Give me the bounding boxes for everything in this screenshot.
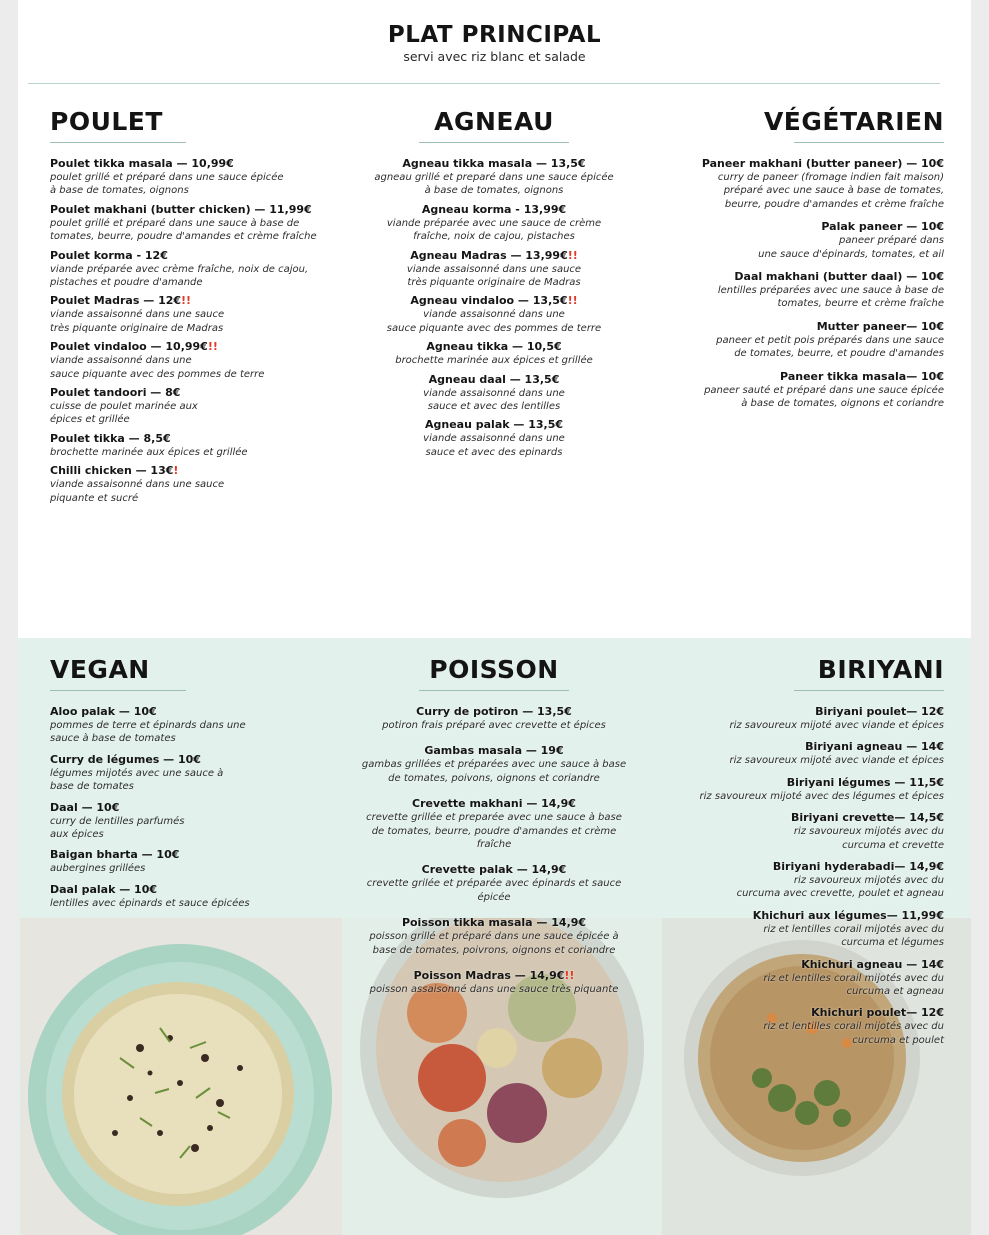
menu-item — [638, 740, 944, 767]
menu-item — [336, 340, 652, 367]
menu-item — [336, 294, 652, 335]
menu-item-name — [50, 203, 340, 217]
item-list — [50, 157, 340, 505]
spicy-marker: !! — [181, 294, 192, 308]
section-title: BIRIYANI — [817, 655, 944, 684]
menu-item — [336, 744, 652, 785]
menu-item — [50, 249, 340, 290]
section-title: AGNEAU — [434, 107, 554, 136]
menu-item-name — [336, 157, 652, 171]
menu-item-description: aubergines grillées — [50, 863, 146, 875]
spicy-marker: ! — [173, 464, 179, 478]
menu-item-name — [336, 916, 652, 930]
section-title: POULET — [50, 107, 163, 136]
menu-item-name-text: Poulet makhani (butter chicken) — 11,99€ — [50, 202, 312, 216]
menu-item-description: lentilles avec épinards et sauce épicées — [50, 897, 250, 909]
menu-item-name — [638, 270, 944, 284]
menu-item-name-text: Baigan bharta — 10€ — [50, 848, 180, 862]
menu-item-description: cuisse de poulet marinée aux épices et grillée — [50, 401, 198, 426]
menu-item-name-text: Crevette makhani — 14,9€ — [412, 797, 576, 811]
menu-item-name — [50, 705, 340, 719]
item-list — [638, 157, 944, 410]
menu-item-name-text: Crevette palak — 14,9€ — [421, 863, 567, 877]
spicy-marker: !! — [564, 969, 575, 983]
menu-item-description: paneer préparé dans une sauce d'épinards, tomates, et ail — [758, 235, 944, 260]
menu-item-name-text: Aloo palak — 10€ — [50, 705, 157, 718]
menu-item-description: poulet grillé et préparé dans une sauce épicée à base de tomates, oignons — [50, 172, 284, 197]
menu-item — [638, 860, 944, 901]
section-poisson — [336, 655, 652, 1008]
menu-item-description: crevette grilée et préparée avec épinards et sauce épicée — [366, 878, 622, 903]
menu-item-name-text: Daal makhani (butter daal) — 10€ — [734, 270, 944, 284]
menu-item-name-text: Biriyani agneau — 14€ — [805, 740, 944, 754]
menu-item-description: pommes de terre et épinards dans une sauce à base de tomates — [50, 720, 246, 745]
menu-item-description: potiron frais préparé avec crevette et épices — [382, 720, 606, 731]
page-subtitle: servi avec riz blanc et salade — [403, 49, 586, 64]
menu-item-name-text: Curry de légumes — 10€ — [50, 752, 201, 766]
menu-item-name — [336, 797, 652, 811]
menu-item-name — [638, 157, 944, 171]
menu-item-name-text: Daal palak — 10€ — [50, 882, 158, 896]
menu-item-name-text: Khichuri aux légumes— 11,99€ — [752, 908, 944, 922]
page-title: PLAT PRINCIPAL — [387, 22, 602, 48]
menu-item-name — [50, 883, 340, 897]
menu-item — [638, 1006, 944, 1047]
menu-item-name — [50, 340, 340, 354]
menu-item-name — [336, 373, 652, 387]
menu-item-name — [638, 860, 944, 874]
menu-item-name — [50, 464, 340, 478]
menu-item — [336, 863, 652, 904]
menu-item-name — [50, 432, 340, 446]
menu-item-description: viande assaisonné dans une sauce et avec des lentilles — [423, 387, 565, 413]
section-divider — [50, 690, 186, 691]
menu-item-name — [638, 705, 944, 719]
menu-item — [50, 432, 340, 459]
menu-item-name — [336, 203, 652, 217]
menu-item-description: riz et lentilles corail mijotés avec du curcuma et agneau — [763, 972, 944, 998]
menu-item — [50, 801, 340, 842]
menu-item-description: légumes mijotés avec une sauce à base de tomates — [50, 767, 224, 793]
menu-item — [336, 797, 652, 851]
menu-item-name — [336, 294, 652, 308]
menu-item-name-text: Palak paneer — 10€ — [821, 220, 944, 234]
header-divider — [28, 83, 940, 84]
menu-item-description: brochette marinée aux épices et grillée — [50, 446, 248, 458]
menu-item — [50, 340, 340, 381]
menu-item-description: riz savoureux mijotés avec du curcuma et crevette — [793, 826, 944, 851]
menu-item-name — [336, 249, 652, 263]
section-divider — [419, 690, 569, 691]
menu-item — [638, 320, 944, 361]
menu-item-name-text: Agneau Madras — 13,99€ — [410, 248, 568, 262]
menu-item-name — [336, 705, 652, 719]
menu-item-name-text: Poulet tandoori — 8€ — [50, 386, 181, 400]
menu-item-description: viande assaisonné dans une sauce très piquante originaire de Madras — [406, 263, 582, 289]
menu-item-description: viande préparée avec une sauce de crème fraîche, noix de cajou, pistaches — [386, 217, 602, 243]
menu-item-name-text: Poisson tikka masala — 14,9€ — [401, 916, 587, 930]
spicy-marker: !! — [567, 294, 578, 308]
menu-item — [50, 464, 340, 505]
section-title: VÉGÉTARIEN — [763, 107, 944, 136]
item-list — [638, 705, 944, 1047]
menu-item — [50, 705, 340, 746]
menu-item — [336, 373, 652, 414]
menu-item — [336, 969, 652, 996]
item-list — [336, 157, 652, 459]
menu-item-name-text: Daal — 10€ — [50, 800, 120, 814]
menu-item-name — [638, 370, 944, 384]
menu-item-description: viande assaisonné dans une sauce et avec des epinards — [423, 433, 565, 458]
menu-item-description: lentilles préparées avec une sauce à base de tomates, beurre et crème fraîche — [717, 285, 944, 310]
menu-item-name — [638, 776, 944, 790]
section-vegan — [50, 655, 340, 917]
menu-item-name — [336, 418, 652, 432]
menu-item — [638, 811, 944, 852]
menu-item-name-text: Poulet tikka — 8,5€ — [50, 431, 171, 445]
section-title: VEGAN — [50, 655, 150, 684]
menu-item-name-text: Poisson Madras — 14,9€ — [413, 969, 565, 983]
menu-item-name — [50, 386, 340, 400]
menu-item — [638, 776, 944, 803]
menu-item — [50, 203, 340, 244]
menu-item-name-text: Gambas masala — 19€ — [424, 744, 564, 758]
menu-item-name-text: Agneau tikka masala — 13,5€ — [402, 157, 586, 170]
menu-item-description: curry de lentilles parfumés aux épices — [50, 815, 185, 841]
section-divider — [794, 142, 944, 143]
menu-item-description: gambas grillées et préparées avec une sauce à base de tomates, poivons, oignons et coriandre — [361, 759, 627, 784]
section-agneau — [336, 107, 652, 464]
section-divider — [50, 142, 186, 143]
menu-item-name — [336, 744, 652, 758]
menu-item-name — [638, 320, 944, 334]
spicy-marker: !! — [567, 248, 578, 262]
menu-item — [336, 418, 652, 459]
menu-item — [50, 883, 340, 910]
menu-item-description: viande préparée avec crème fraîche, noix de cajou, pistaches et poudre d'amande — [50, 263, 309, 289]
vegan-dish-photo — [20, 918, 342, 1235]
menu-item-name-text: Mutter paneer— 10€ — [816, 319, 944, 333]
menu-item-name-text: Chilli chicken — 13€ — [50, 464, 174, 478]
menu-item — [50, 157, 340, 198]
menu-item — [336, 916, 652, 957]
menu-item — [50, 848, 340, 875]
menu-item-name-text: Biriyani légumes — 11,5€ — [786, 775, 944, 789]
menu-item-description: viande assaisonné dans une sauce piquante avec des pommes de terre — [50, 355, 265, 380]
menu-item-name — [50, 848, 340, 862]
menu-item-name-text: Poulet Madras — 12€ — [50, 294, 182, 308]
menu-item-name-text: Biriyani poulet— 12€ — [815, 705, 944, 718]
menu-item-name — [50, 157, 340, 171]
menu-item-name-text: Paneer tikka masala— 10€ — [780, 369, 944, 383]
menu-item — [638, 958, 944, 999]
menu-item-name-text: Paneer makhani (butter paneer) — 10€ — [701, 157, 944, 170]
menu-item-name — [638, 909, 944, 923]
menu-item-description: riz savoureux mijoté avec viande et épices — [729, 720, 944, 731]
menu-item-name-text: Biriyani crevette— 14,5€ — [790, 811, 944, 825]
menu-item — [638, 909, 944, 950]
menu-item-name-text: Biriyani hyderabadi— 14,9€ — [772, 860, 944, 874]
menu-item-name — [336, 863, 652, 877]
menu-item — [50, 753, 340, 794]
menu-item-name — [638, 958, 944, 972]
spicy-marker: !! — [207, 340, 218, 354]
section-divider — [419, 142, 569, 143]
menu-item — [336, 157, 652, 198]
menu-item-description: crevette grillée et preparée avec une sauce à base de tomates, beurre, poudre d'amandes et crème fraîche — [366, 812, 622, 851]
menu-item-description: viande assaisonné dans une sauce très piquante originaire de Madras — [50, 309, 225, 334]
menu-item-name-text: Poulet vindaloo — 10,99€ — [50, 340, 208, 354]
menu-item — [50, 386, 340, 427]
menu-item — [638, 705, 944, 732]
menu-item-description: riz savoureux mijoté avec viande et épices — [729, 755, 944, 767]
menu-item — [50, 294, 340, 335]
menu-item-description: riz savoureux mijotés avec du curcuma avec crevette, poulet et agneau — [736, 875, 944, 900]
menu-header — [18, 22, 971, 64]
menu-item-description: poisson assaisonné dans une sauce très piquante — [369, 984, 619, 996]
section-divider — [794, 690, 944, 691]
menu-item-name-text: Agneau vindaloo — 13,5€ — [410, 294, 568, 308]
menu-item-description: poisson grillé et préparé dans une sauce épicée à base de tomates, poivrons, oignons et coriandre — [369, 931, 619, 956]
menu-item-name-text: Agneau daal — 13,5€ — [428, 372, 560, 386]
menu-item-name — [638, 220, 944, 234]
section-vegetarien — [638, 107, 944, 419]
menu-item-description: brochette marinée aux épices et grillée — [395, 355, 593, 367]
menu-item-name — [638, 1006, 944, 1020]
menu-item-name-text: Khichuri agneau — 14€ — [801, 957, 944, 971]
menu-item-description: riz savoureux mijoté avec des légumes et épices — [699, 790, 944, 802]
menu-item-name-text: Poulet korma - 12€ — [50, 248, 168, 262]
section-title: POISSON — [429, 655, 559, 684]
section-biriyani — [638, 655, 944, 1055]
menu-item-name-text: Agneau palak — 13,5€ — [424, 418, 564, 432]
menu-item-name-text: Agneau korma - 13,99€ — [421, 202, 567, 216]
menu-item-name — [638, 740, 944, 754]
item-list — [336, 705, 652, 996]
menu-item-name-text: Khichuri poulet— 12€ — [811, 1006, 944, 1020]
menu-item-name — [50, 753, 340, 767]
menu-item-name-text: Poulet tikka masala — 10,99€ — [50, 157, 234, 170]
menu-item-name — [638, 811, 944, 825]
menu-item — [336, 705, 652, 732]
menu-item-description: poulet grillé et préparé dans une sauce à base de tomates, beurre, poudre d'amandes et crème fraîche — [50, 217, 317, 243]
menu-item-description: viande assaisonné dans une sauce piquante avec des pommes de terre — [386, 309, 602, 334]
menu-item-description: curry de paneer (fromage indien fait maison) préparé avec une sauce à base de tomates, beurre, poudre d'amandes et crème fraîche — [717, 172, 944, 210]
menu-item-name-text: Agneau tikka — 10,5€ — [426, 340, 562, 354]
menu-item — [638, 157, 944, 211]
section-poulet — [50, 107, 340, 510]
item-list — [50, 705, 340, 910]
menu-item-description: viande assaisonné dans une sauce piquante et sucré — [50, 479, 225, 504]
menu-item — [336, 249, 652, 290]
menu-item-name-text: Curry de potiron — 13,5€ — [416, 705, 572, 718]
menu-item-name — [50, 294, 340, 308]
menu-page — [18, 0, 971, 1235]
menu-item-description: riz et lentilles corail mijotés avec du curcuma et poulet — [763, 1021, 944, 1046]
menu-item-name — [336, 340, 652, 354]
menu-item — [336, 203, 652, 244]
menu-item-description: paneer sauté et préparé dans une sauce épicée à base de tomates, oignons et coriandre — [704, 384, 944, 410]
menu-item — [638, 370, 944, 411]
menu-item — [638, 270, 944, 311]
menu-item-name — [50, 801, 340, 815]
menu-item-name — [336, 969, 652, 983]
menu-item-description: paneer et petit pois préparés dans une sauce de tomates, beurre, et poudre d'amandes — [716, 334, 944, 360]
menu-item — [638, 220, 944, 261]
menu-item-description: riz et lentilles corail mijotés avec du curcuma et légumes — [763, 923, 944, 949]
menu-item-name — [50, 249, 340, 263]
menu-item-description: agneau grillé et preparé dans une sauce épicée à base de tomates, oignons — [374, 172, 614, 197]
